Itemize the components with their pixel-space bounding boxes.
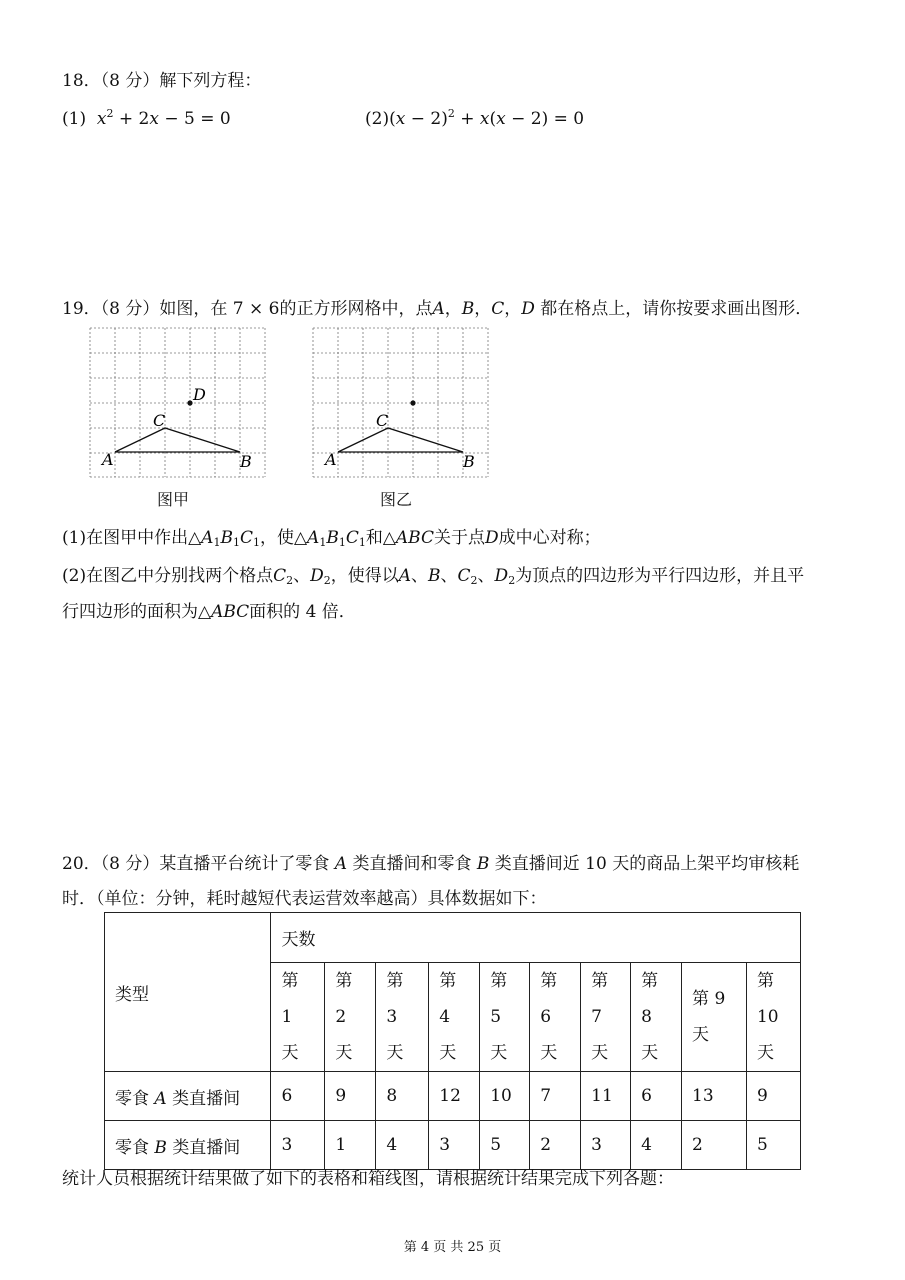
figure-jia-triangle <box>115 428 240 452</box>
table-row-b <box>105 1121 801 1170</box>
q19-part2-line2-b: 面积的 4 倍． <box>249 602 356 622</box>
figure-jia-caption: 图甲 <box>157 490 190 509</box>
table-cell: 9 <box>325 1072 376 1121</box>
q19-heading-pre: 19．（8 分）如图，在 <box>62 299 228 319</box>
table-cell: 7 <box>530 1072 581 1121</box>
table-cell: 4 <box>376 1121 429 1170</box>
day-cell: 第 3 天 <box>376 963 429 1072</box>
table-cell: 5 <box>480 1121 530 1170</box>
page-footer: 第 4 页 共 25 页 <box>403 1240 502 1255</box>
table-cell: 13 <box>682 1072 747 1121</box>
figure-yi-grid <box>313 328 488 477</box>
q19-part1-text-a: (1)在图甲中作出△ <box>62 528 202 548</box>
q20-after-table: 统计人员根据统计结果做了如下的表格和箱线图，请根据统计结果完成下列各题： <box>62 1169 674 1189</box>
figure-yi-label-c: C <box>376 411 389 430</box>
q20-line2: 时．（单位：分钟，耗时越短代表运营效率越高）具体数据如下： <box>62 889 547 909</box>
figure-yi-point-d <box>410 400 415 405</box>
q19-part1-text-b: ，使△ <box>259 528 308 548</box>
day-cell: 第 4 天 <box>429 963 480 1072</box>
table-row-a <box>105 1072 801 1121</box>
q18-part2: $(2)(x - 2)^2 + x(x - 2) = 0$ <box>365 107 585 129</box>
q19-heading-point-c: C <box>491 299 505 319</box>
table-cell: 6 <box>271 1072 325 1121</box>
data-table <box>104 912 801 1170</box>
q19-part2-text-a: (2)在图乙中分别找两个格点 <box>62 566 274 586</box>
table-cell: 8 <box>376 1072 429 1121</box>
figure-yi-label-b: B <box>463 452 475 471</box>
figure-yi-triangle <box>338 428 463 452</box>
q19-part1-text-d: 关于点 <box>434 528 485 548</box>
table-cell: 12 <box>429 1072 480 1121</box>
table-cell: 2 <box>682 1121 747 1170</box>
figure-yi-label-a: A <box>325 450 337 469</box>
q19-heading: 19．（8 分）如图，在 7 × 6的正方形网格中，点A，B，C，D 都在格点上，请你按要求画出图形． <box>62 299 813 319</box>
q18-part2-label: (2) <box>365 109 390 129</box>
q19-part2-text-b: ，使得以 <box>330 566 399 586</box>
table-cell: 9 <box>746 1072 800 1121</box>
table-cell: 11 <box>581 1072 631 1121</box>
figure-jia-point-d <box>187 400 192 405</box>
days-header: 天数 <box>281 930 316 950</box>
table-cell: 3 <box>581 1121 631 1170</box>
table-cell: 1 <box>325 1121 376 1170</box>
day-cell: 第 6 天 <box>530 963 581 1072</box>
q19-part1: (1)在图甲中作出$\triangle A_1B_1C_1$，使$\triangle A_1B_1C_1$和△ABC关于点D成中心对称； <box>62 528 601 549</box>
figure-yi-caption: 图乙 <box>380 490 413 509</box>
q19-grid-size: 7 × 6 <box>232 299 280 319</box>
table-cell: 5 <box>746 1121 800 1170</box>
day-cell: 第 7 天 <box>581 963 631 1072</box>
q20-line1-b: 类直播间和零食 <box>352 854 472 874</box>
type-header-cell <box>105 913 271 1072</box>
q19-part1-text-e: 成中心对称； <box>498 528 601 548</box>
figure-jia-label-c: C <box>153 411 166 430</box>
row-b-label: 零食 B 类直播间 <box>105 1121 271 1170</box>
day-cell: 第 8 天 <box>631 963 682 1072</box>
type-header: 类型 <box>115 984 149 1005</box>
figure-jia-label-d: D <box>193 385 206 404</box>
q20-line1-c: 类直播间近 10 天的商品上架平均审核耗 <box>494 854 800 874</box>
table-header-row <box>105 913 801 963</box>
day-cell: 第 10 天 <box>746 963 800 1072</box>
q19-heading-post: 都在格点上，请你按要求画出图形． <box>540 299 813 319</box>
q19-heading-point-d: D <box>521 299 535 319</box>
q19-heading-point-b: B <box>461 299 475 319</box>
q19-heading-mid: 的正方形网格中，点 <box>279 299 433 319</box>
day-cell: 第 2 天 <box>325 963 376 1072</box>
table-cell: 2 <box>530 1121 581 1170</box>
q20-line1: 20．（8 分）某直播平台统计了零食 A 类直播间和零食 B 类直播间近 10 天的商品上架平均审核耗 <box>62 854 800 874</box>
table-cell: 10 <box>480 1072 530 1121</box>
figure-jia <box>80 322 280 484</box>
table-cell: 3 <box>429 1121 480 1170</box>
q18-part1-label: (1) <box>62 109 87 129</box>
figure-jia-label-a: A <box>102 450 114 469</box>
days-header-cell <box>271 913 801 963</box>
q19-part2: (2)在图乙中分别找两个格点$C_2$、$D_2$，使得以A、B、$C_2$、$D_2$为顶点的四边形为平行四边形，并且平 <box>62 566 805 587</box>
table-cell: 3 <box>271 1121 325 1170</box>
figure-jia-grid <box>90 328 265 477</box>
figure-yi <box>303 322 503 484</box>
row-a-label: 零食 A 类直播间 <box>105 1072 271 1121</box>
q19-part1-text-c: 和△ <box>365 528 396 548</box>
figure-jia-label-b: B <box>240 452 252 471</box>
q19-part2-line2: 行四边形的面积为△ABC面积的 4 倍． <box>62 602 356 622</box>
q19-part2-line2-a: 行四边形的面积为△ <box>62 602 212 622</box>
day-cell: 第 5 天 <box>480 963 530 1072</box>
day-cell: 第 9 天 <box>682 963 747 1072</box>
q18-part1: (1) $x^2 + 2x - 5 = 0$ <box>62 107 231 129</box>
table-cell: 6 <box>631 1072 682 1121</box>
table-cell: 4 <box>631 1121 682 1170</box>
q18-heading: 18．（8 分）解下列方程： <box>62 71 262 91</box>
q19-heading-point-a: A <box>432 299 445 319</box>
q20-line1-a: 20．（8 分）某直播平台统计了零食 <box>62 854 330 874</box>
q19-part2-text-c: 为顶点的四边形为平行四边形，并且平 <box>515 566 805 586</box>
day-cell: 第 1 天 <box>271 963 325 1072</box>
